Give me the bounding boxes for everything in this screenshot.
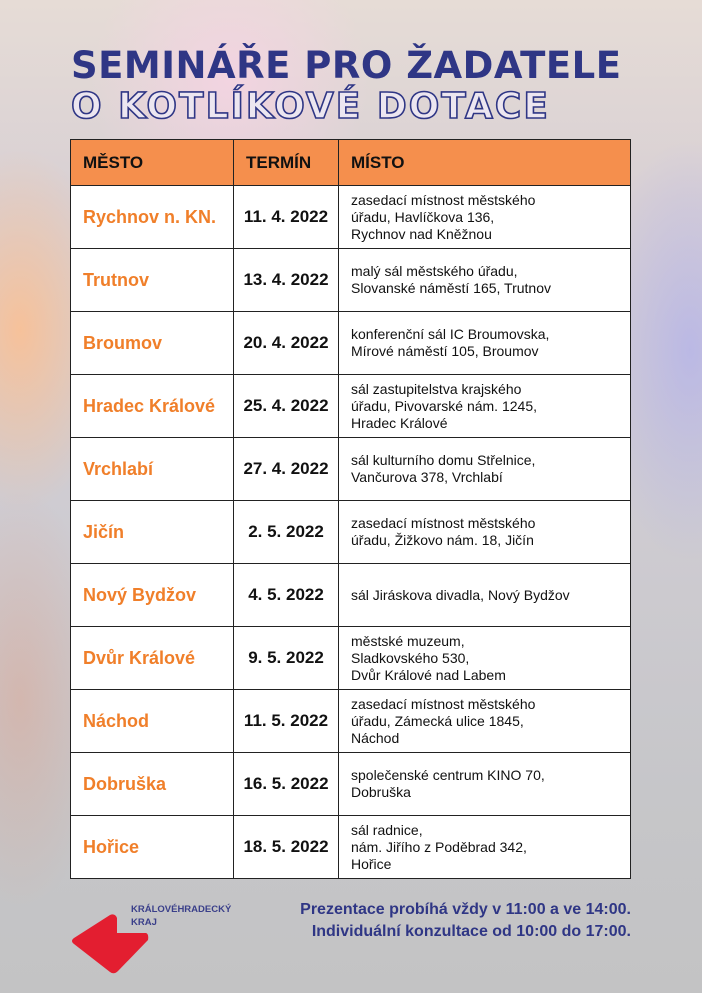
city-cell: Trutnov bbox=[71, 249, 234, 312]
consultation-note: Individuální konzultace od 10:00 do 17:00. bbox=[311, 923, 631, 940]
city-cell: Nový Bydžov bbox=[71, 564, 234, 627]
place-line: společenské centrum KINO 70, bbox=[351, 767, 545, 783]
city-cell: Hradec Králové bbox=[71, 375, 234, 438]
title-line-1: SEMINÁŘE PRO ŽADATELE bbox=[71, 44, 622, 87]
place-line: úřadu, Žižkovo nám. 18, Jičín bbox=[351, 532, 534, 548]
date-cell: 18. 5. 2022 bbox=[234, 816, 339, 879]
city-cell: Broumov bbox=[71, 312, 234, 375]
place-line: úřadu, Havlíčkova 136, bbox=[351, 208, 495, 225]
date-cell: 27. 4. 2022 bbox=[234, 438, 339, 501]
date-cell: 2. 5. 2022 bbox=[234, 501, 339, 564]
header-date: TERMÍN bbox=[234, 140, 339, 186]
place-line: Slovanské náměstí 165, Trutnov bbox=[351, 280, 551, 296]
presentation-note: Prezentace probíhá vždy v 11:00 a ve 14:00. bbox=[300, 901, 631, 918]
city-cell: Náchod bbox=[71, 690, 234, 753]
date-cell: 25. 4. 2022 bbox=[234, 375, 339, 438]
place-line: konferenční sál IC Broumovska, bbox=[351, 326, 550, 342]
place-line: Mírové náměstí 105, Broumov bbox=[351, 343, 539, 359]
place-line: sál radnice, bbox=[351, 821, 423, 838]
date-cell: 20. 4. 2022 bbox=[234, 312, 339, 375]
city-cell: Vrchlabí bbox=[71, 438, 234, 501]
place-line: zasedací místnost městského bbox=[351, 191, 536, 208]
date-cell: 4. 5. 2022 bbox=[234, 564, 339, 627]
logo-text-line-1: KRÁLOVÉHRADECKÝ bbox=[131, 904, 232, 915]
city-cell: Rychnov n. KN. bbox=[71, 186, 234, 249]
place-line: Rychnov nad Kněžnou bbox=[351, 225, 492, 242]
city-cell: Jičín bbox=[71, 501, 234, 564]
city-cell: Dobruška bbox=[71, 753, 234, 816]
city-cell: Hořice bbox=[71, 816, 234, 879]
date-cell: 9. 5. 2022 bbox=[234, 627, 339, 690]
place-line: Dobruška bbox=[351, 784, 411, 800]
place-line: Vančurova 378, Vrchlabí bbox=[351, 469, 503, 485]
place-line: Sladkovského 530, bbox=[351, 649, 470, 666]
city-cell: Dvůr Králové bbox=[71, 627, 234, 690]
place-line: Náchod bbox=[351, 729, 400, 746]
logo-text-line-2: KRAJ bbox=[131, 917, 157, 928]
header-place: MÍSTO bbox=[339, 140, 631, 186]
place-line: úřadu, Zámecká ulice 1845, bbox=[351, 712, 524, 729]
place-line: sál kulturního domu Střelnice, bbox=[351, 452, 536, 468]
place-line: Dvůr Králové nad Labem bbox=[351, 666, 506, 683]
date-cell: 13. 4. 2022 bbox=[234, 249, 339, 312]
place-line: zasedací místnost městského bbox=[351, 695, 536, 712]
place-line: malý sál městského úřadu, bbox=[351, 263, 518, 279]
date-cell: 11. 5. 2022 bbox=[234, 690, 339, 753]
place-line: Hradec Králové bbox=[351, 414, 448, 431]
title-line-2: O KOTLÍKOVÉ DOTACE bbox=[71, 86, 550, 127]
place-line: sál zastupitelstva krajského bbox=[351, 380, 522, 397]
header-city: MĚSTO bbox=[71, 140, 234, 186]
place-line: nám. Jiřího z Poděbrad 342, bbox=[351, 838, 527, 855]
place-line: městské muzeum, bbox=[351, 632, 465, 649]
place-line: sál Jiráskova divadla, Nový Bydžov bbox=[351, 586, 570, 603]
date-cell: 16. 5. 2022 bbox=[234, 753, 339, 816]
date-cell: 11. 4. 2022 bbox=[234, 186, 339, 249]
place-line: zasedací místnost městského bbox=[351, 515, 536, 531]
place-line: Hořice bbox=[351, 855, 392, 872]
place-line: úřadu, Pivovarské nám. 1245, bbox=[351, 397, 537, 414]
